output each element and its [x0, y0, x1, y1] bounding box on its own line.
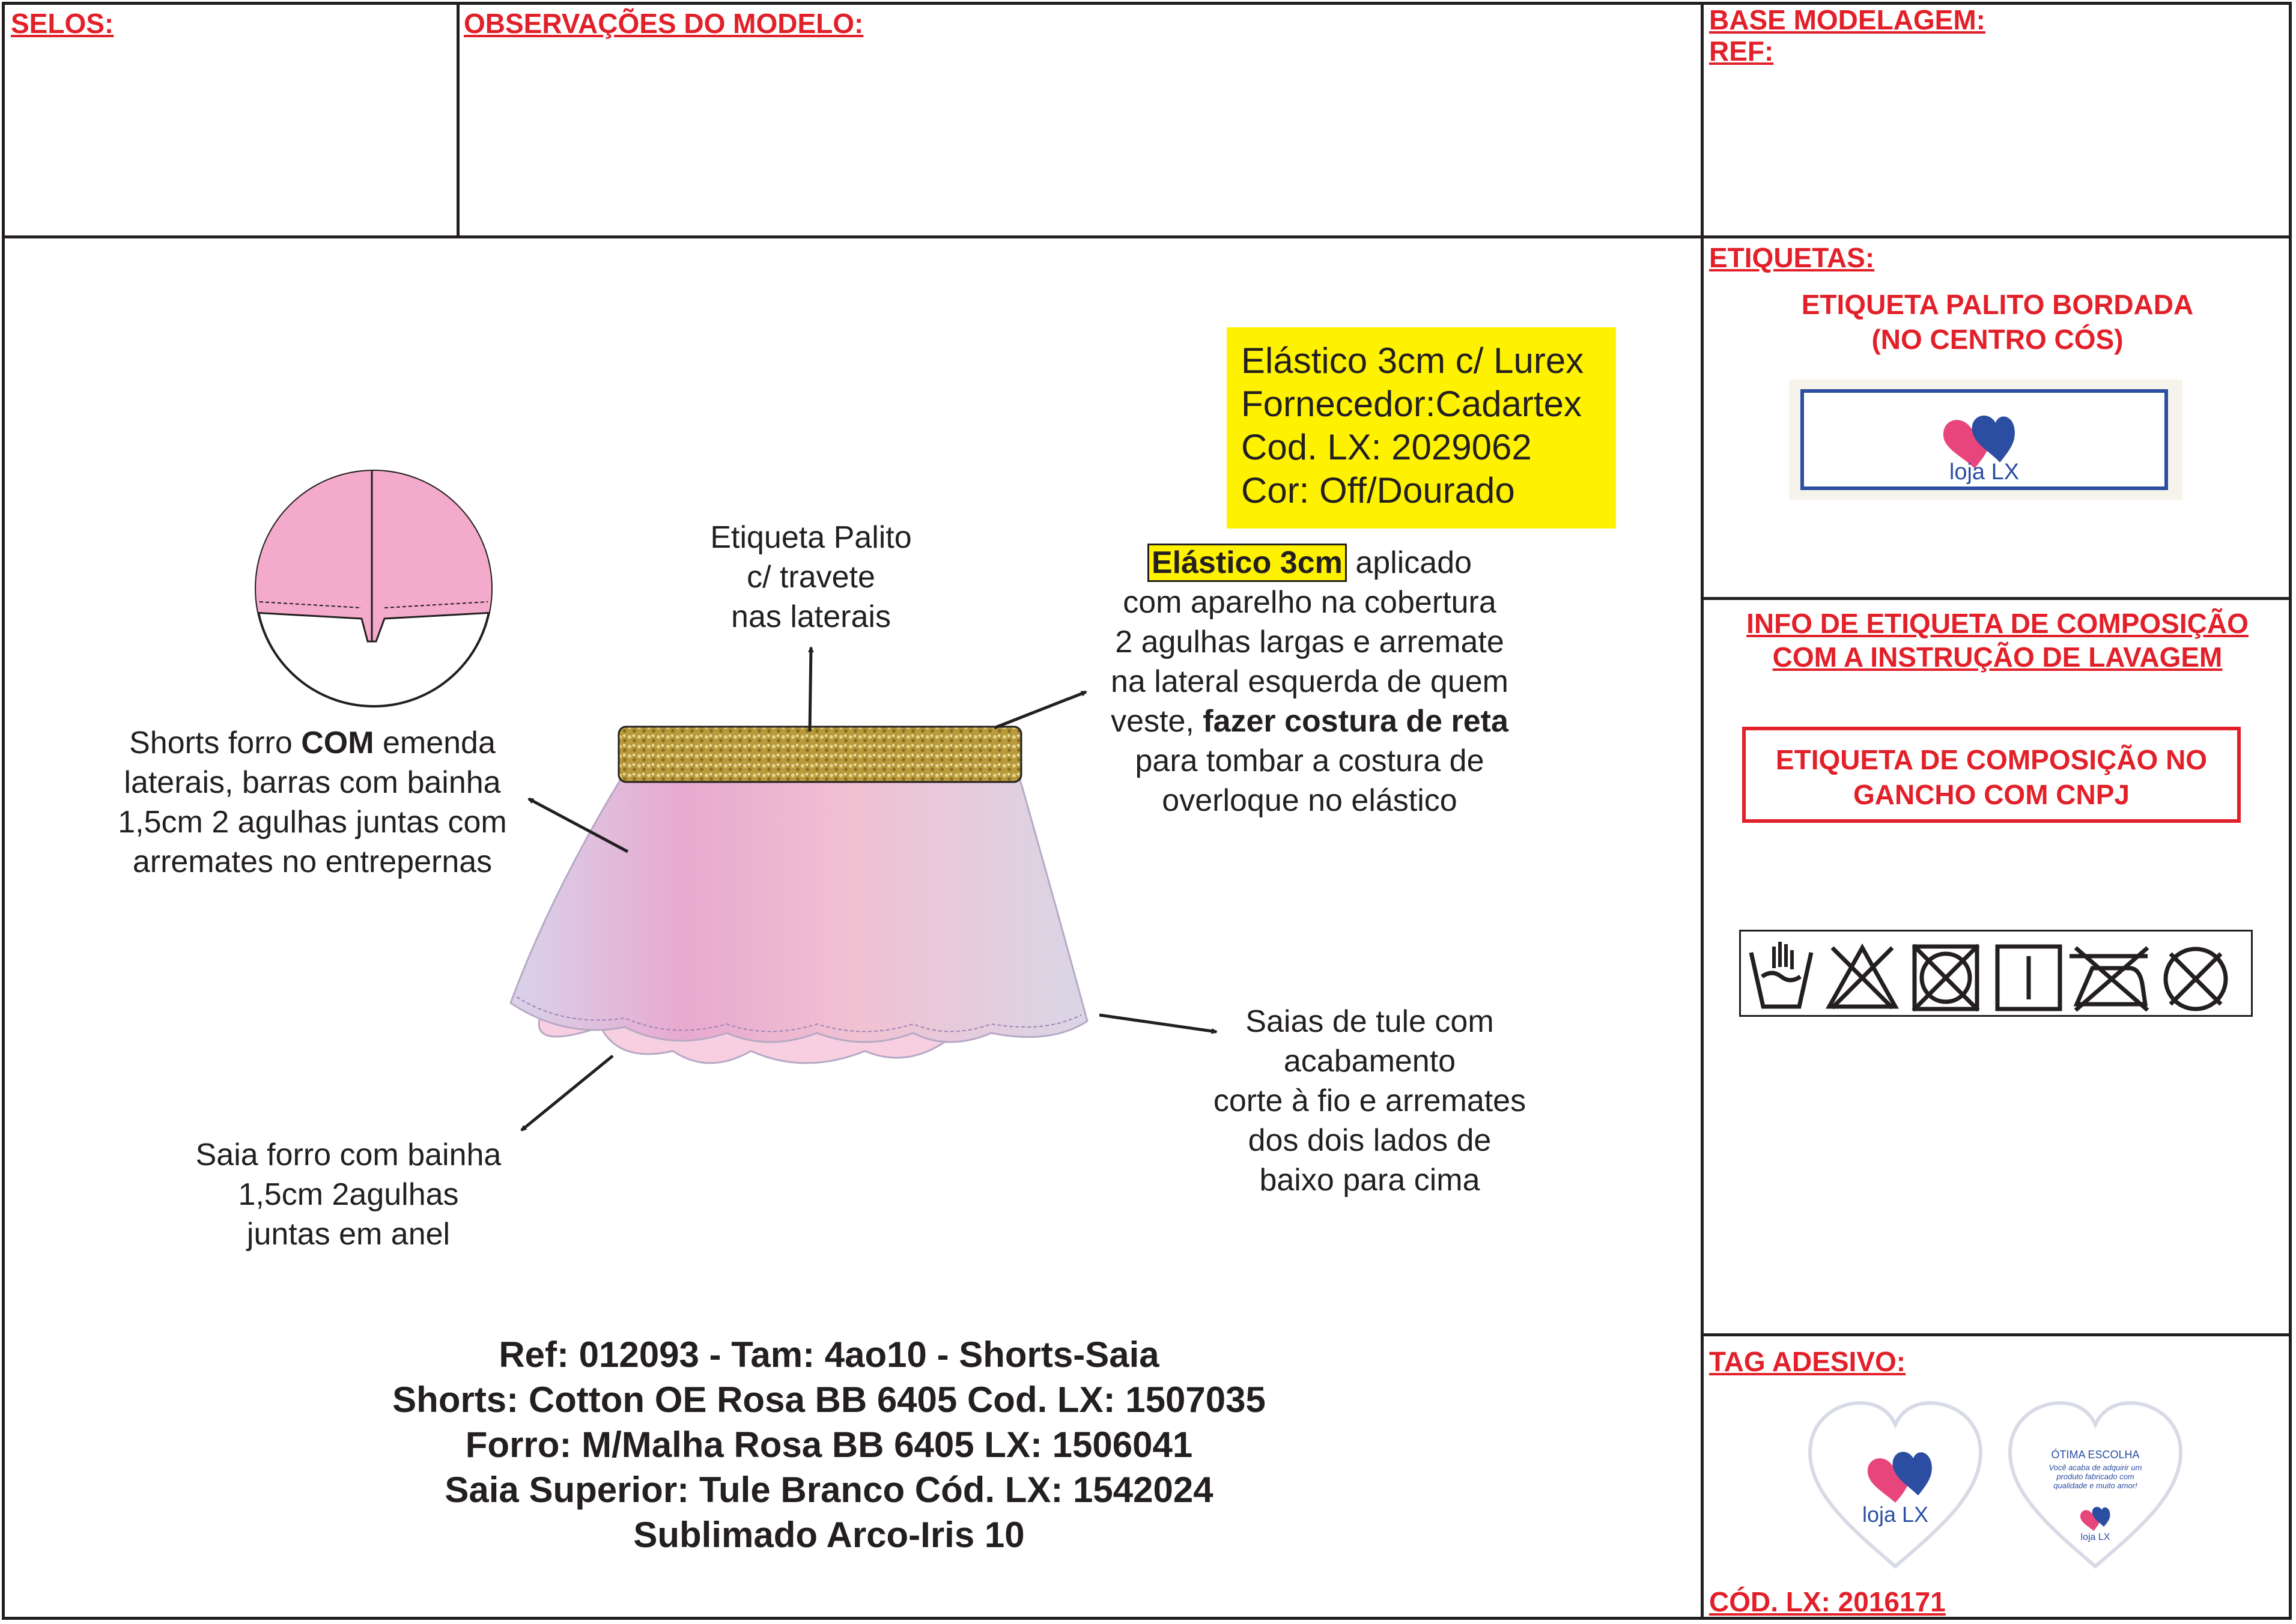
elastico-line5-start: veste, [1111, 704, 1203, 739]
care-symbols-strip [1739, 930, 2253, 1017]
tag-back-text: Você acaba de adquirir um produto fabricado com qualidade e muito amor! [2048, 1463, 2142, 1490]
ref-heading: REF: [1709, 35, 1774, 67]
saias-tule-line4: dos dois lados de [1248, 1123, 1492, 1158]
palito-label [1800, 389, 2168, 490]
shorts-line1-start: Shorts forro [129, 726, 302, 760]
line-dry-icon [1997, 947, 2060, 1009]
saias-tule-line5: baixo para cima [1259, 1163, 1480, 1198]
shorts-line1-end: emenda [374, 726, 496, 760]
etiquetas-heading: ETIQUETAS: [1709, 242, 1875, 273]
tag-back-brand: loja LX [2080, 1532, 2110, 1542]
tag-back-title: ÓTIMA ESCOLHA [2051, 1449, 2140, 1461]
right-panel-divider [1701, 2, 1704, 1620]
loja-lx-text: loja LX [1949, 459, 2020, 485]
shorts-lining-detail [254, 468, 494, 709]
skirt-illustration [493, 715, 1093, 1123]
etiqueta-palito-note [673, 518, 949, 637]
elastico-highlight: Elástico 3cm [1147, 544, 1347, 582]
observacoes-heading: OBSERVAÇÕES DO MODELO: [464, 8, 864, 39]
spec-ref: Ref: 012093 - Tam: 4ao10 - Shorts-Saia [499, 1335, 1159, 1375]
elastic-spec-line2: Fornecedor:Cadartex [1241, 384, 1582, 424]
elastico-line3: 2 agulhas largas e arremate [1115, 625, 1504, 659]
loja-lx-logo [1800, 389, 2168, 490]
elastico-line6: para tombar a costura de [1135, 744, 1484, 778]
base-modelagem-heading: BASE MODELAGEM: [1709, 4, 1985, 35]
saias-tule-line3: corte à fio e arremates [1213, 1083, 1526, 1118]
elastic-spec-line4: Cor: Off/Dourado [1241, 470, 1515, 511]
saias-tule-line1: Saias de tule com [1245, 1004, 1494, 1039]
spec-shorts: Shorts: Cotton OE Rosa BB 6405 Cod. LX: 1507035 [392, 1380, 1266, 1420]
selos-divider [457, 2, 460, 237]
composicao-box [1742, 727, 2241, 823]
hand-wash-icon [1751, 942, 1811, 1007]
elastico-line4: na lateral esquerda de quem [1110, 664, 1508, 699]
tag-front-heart [1805, 1398, 1985, 1572]
shorts-line2: laterais, barras com bainha [124, 765, 501, 800]
shorts-line4: arremates no entrepernas [132, 844, 493, 879]
saia-forro-note [150, 1135, 547, 1254]
selos-heading: SELOS: [11, 8, 114, 39]
tag-back-heart [2005, 1398, 2185, 1572]
elastico-line7: overloque no elástico [1162, 783, 1457, 818]
shorts-note [72, 723, 553, 882]
saia-forro-line2: 1,5cm 2agulhas [238, 1177, 459, 1212]
composicao-heading-line1: INFO DE ETIQUETA DE COMPOSIÇÃO [1746, 608, 2249, 639]
shorts-line1-bold: COM [301, 726, 374, 760]
tulle-skirt [511, 763, 1087, 1042]
tag-front-brand: loja LX [1862, 1502, 1929, 1527]
elastico-line5-bold: fazer costura de reta [1203, 704, 1508, 739]
gold-waistband [619, 727, 1021, 782]
elastic-spec-line3: Cod. LX: 2029062 [1241, 427, 1532, 467]
shorts-line3: 1,5cm 2 agulhas juntas com [118, 805, 507, 840]
spec-saia-superior: Saia Superior: Tule Branco Cód. LX: 1542024 [445, 1470, 1213, 1510]
etiquetas-divider [1701, 597, 2292, 600]
elastic-spec-line1: Elástico 3cm c/ Lurex [1241, 341, 1584, 381]
elastic-spec-box [1227, 327, 1616, 529]
no-tumble-dry-icon [1913, 945, 1978, 1010]
spec-sublimado: Sublimado Arco-Iris 10 [633, 1515, 1025, 1555]
product-specs [264, 1332, 1394, 1557]
elastico-line1-rest: aplicado [1346, 545, 1472, 580]
composicao-box-line2: GANCHO COM CNPJ [1853, 779, 2130, 810]
elastico-line2: com aparelho na cobertura [1123, 585, 1496, 620]
saias-tule-line2: acabamento [1283, 1044, 1456, 1079]
composicao-box-line1: ETIQUETA DE COMPOSIÇÃO NO [1775, 744, 2208, 775]
saia-forro-line3: juntas em anel [246, 1217, 451, 1252]
composicao-heading-line2: COM A INSTRUÇÃO DE LAVAGEM [1772, 641, 2223, 673]
etiqueta-palito-note-line1: Etiqueta Palito [710, 520, 912, 555]
etiqueta-palito-note-line2: c/ travete [747, 560, 875, 595]
tag-adesivo-heading: TAG ADESIVO: [1709, 1346, 1906, 1377]
header-divider [2, 235, 2292, 238]
composicao-heading [1706, 607, 2289, 674]
etiqueta-palito-line2: (NO CENTRO CÓS) [1871, 324, 2124, 355]
elastico-note [1069, 543, 1550, 820]
tag-code: CÓD. LX: 2016171 [1709, 1586, 1946, 1617]
etiqueta-palito-title [1706, 287, 2289, 357]
etiqueta-palito-line1: ETIQUETA PALITO BORDADA [1801, 289, 2194, 320]
saias-tule-note [1159, 1002, 1580, 1200]
spec-forro: Forro: M/Malha Rosa BB 6405 LX: 1506041 [465, 1425, 1193, 1465]
no-iron-icon [2070, 948, 2148, 1010]
no-bleach-icon [1829, 948, 1895, 1008]
no-dry-clean-icon [2166, 949, 2226, 1009]
composicao-divider [1701, 1333, 2292, 1336]
saia-forro-line1: Saia forro com bainha [195, 1138, 502, 1172]
etiqueta-palito-note-line3: nas laterais [731, 599, 891, 634]
